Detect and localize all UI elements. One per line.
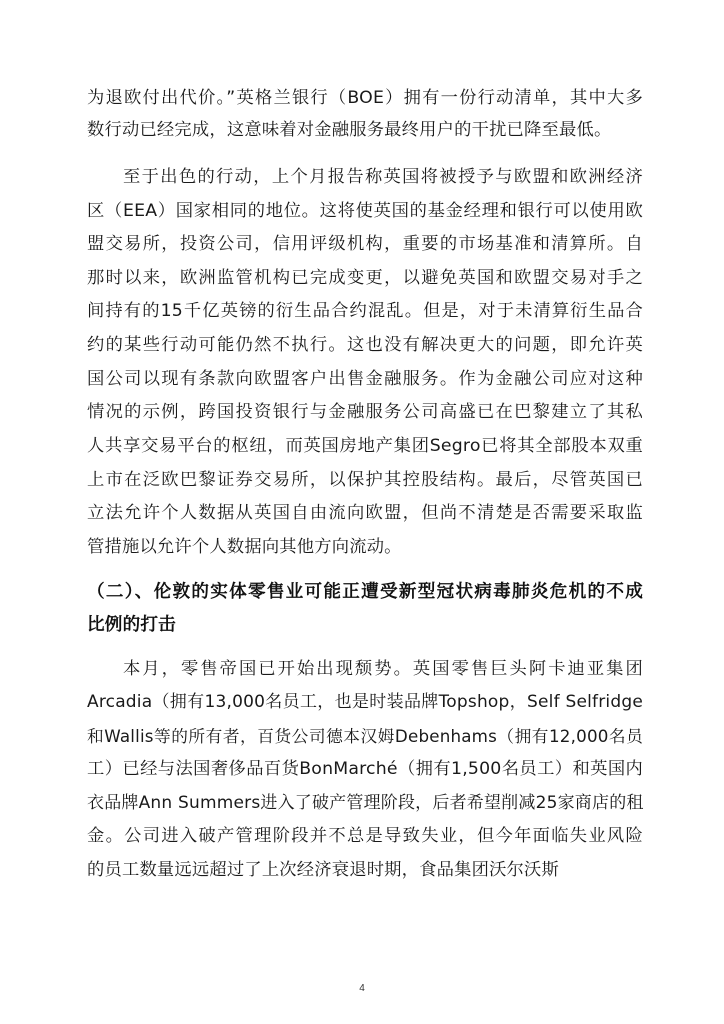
paragraph-3-line-7: 的员工数量远远超过了上次经济衰退时期，食品集团沃尔沃斯 [87,860,559,880]
paragraph-2-line-12: 管措施以允许个人数据向其他方向流动。 [87,537,402,557]
paragraph-3-line-2: Arcadia（拥有13,000名员工，也是时装品牌Topshop，Self Selfridge [87,692,643,712]
paragraph-2-line-5: 间持有的15千亿英镑的衍生品合约混乱。但是，对于未清算衍生品合 [87,301,643,321]
paragraph-2-line-9: 人共享交易平台的枢纽，而英国房地产集团Segro已将其全部股本双重 [87,436,643,456]
paragraph-3-line-3: 和Wallis等的所有者，百货公司德本汉姆Debenhams（拥有12,000名员 [87,726,643,746]
paragraph-1-line-1: 为退欧付出代价。”英格兰银行（BOE）拥有一份行动清单，其中大多 [87,88,643,108]
paragraph-2-line-4: 那时以来，欧洲监管机构已完成变更，以避免英国和欧盟交易对手之 [87,268,643,288]
paragraph-2-line-3: 盟交易所，投资公司，信用评级机构，重要的市场基准和清算所。自 [87,234,643,254]
paragraph-1-line-2: 数行动已经完成，这意味着对金融服务最终用户的干扰已降至最低。 [87,120,612,140]
paragraph-2-line-1: 至于出色的行动，上个月报告称英国将被授予与欧盟和欧洲经济 [123,167,643,187]
paragraph-3-line-6: 金。公司进入破产管理阶段并不总是导致失业，但今年面临失业风险 [87,826,643,846]
paragraph-3-line-1: 本月，零售帝国已开始出现颓势。英国零售巨头阿卡迪亚集团 [123,659,643,679]
paragraph-2-line-8: 情况的示例，跨国投资银行与金融服务公司高盛已在巴黎建立了其私 [87,402,643,422]
paragraph-2-line-2: 区（EEA）国家相同的地位。这将使英国的基金经理和银行可以使用欧 [87,201,643,221]
section-heading-line-2: 比例的打击 [87,615,176,635]
paragraph-2-line-6: 约的某些行动可能仍然不执行。这也没有解决更大的问题，即允许英 [87,335,643,355]
paragraph-3-line-4: 工）已经与法国奢侈品百货BonMarché（拥有1,500名员工）和英国内 [87,759,643,779]
page-number: 4 [359,983,365,994]
paragraph-2-line-11: 立法允许个人数据从英国自由流向欧盟，但尚不清楚是否需要采取监 [87,503,643,523]
paragraph-2-line-10: 上市在泛欧巴黎证券交易所，以保护其控股结构。最后，尽管英国已 [87,470,643,490]
paragraph-3-line-5: 衣品牌Ann Summers进入了破产管理阶段，后者希望削减25家商店的租 [87,793,644,813]
section-heading-line-1: （二）、伦敦的实体零售业可能正遭受新型冠状病毒肺炎危机的不成 [87,582,643,602]
paragraph-2-line-7: 国公司以现有条款向欧盟客户出售金融服务。作为金融公司应对这种 [87,369,643,389]
